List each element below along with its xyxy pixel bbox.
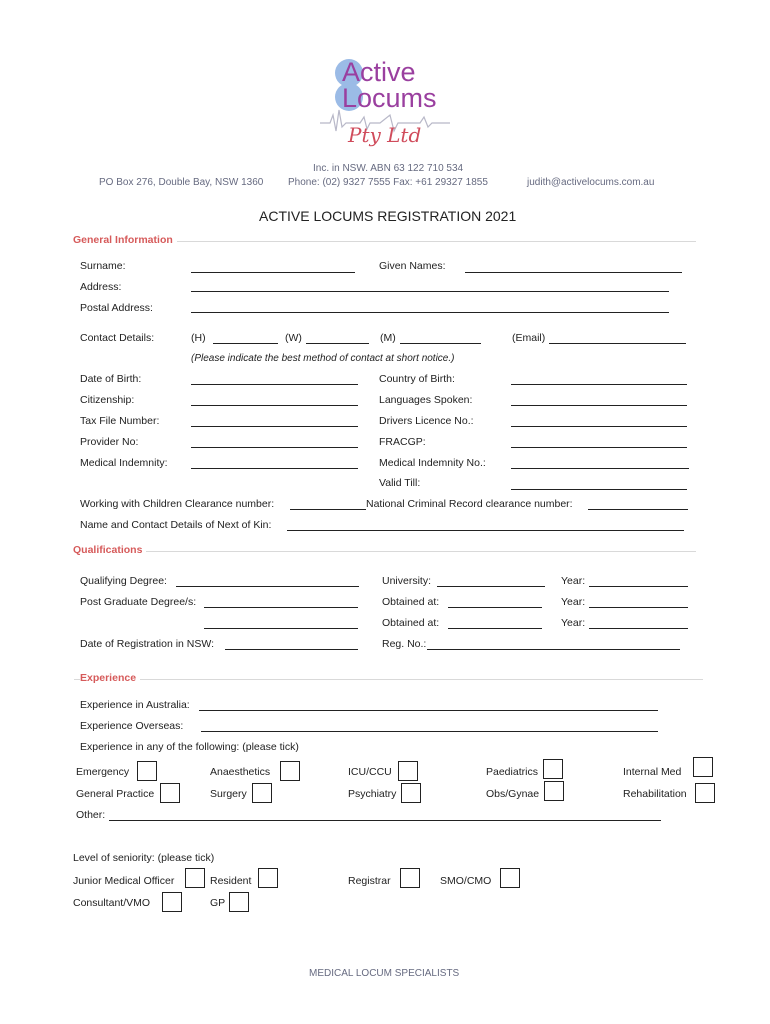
- seniority-gp-label: GP: [210, 897, 226, 909]
- section-experience: Experience: [80, 672, 140, 684]
- option-internal-med-checkbox[interactable]: [693, 757, 713, 777]
- drivers-licence-field[interactable]: [511, 426, 687, 427]
- surname-label: Surname:: [80, 260, 126, 272]
- ncr-label: National Criminal Record clearance number:: [366, 498, 573, 510]
- year-field-2[interactable]: [589, 607, 688, 608]
- medical-indemnity-no-label: Medical Indemnity No.:: [379, 457, 486, 469]
- seniority-jmo-checkbox[interactable]: [185, 868, 205, 888]
- date-reg-nsw-field[interactable]: [225, 649, 358, 650]
- option-general-practice-label: General Practice: [76, 788, 155, 800]
- ncr-field[interactable]: [588, 509, 688, 510]
- footer-tagline: MEDICAL LOCUM SPECIALISTS: [309, 968, 460, 979]
- seniority-smo-cmo-checkbox[interactable]: [500, 868, 520, 888]
- seniority-resident-checkbox[interactable]: [258, 868, 278, 888]
- seniority-gp-checkbox[interactable]: [229, 892, 249, 912]
- medical-indemnity-label: Medical Indemnity:: [80, 457, 168, 469]
- po-box-text: PO Box 276, Double Bay, NSW 1360: [99, 177, 264, 188]
- year-field-1[interactable]: [589, 586, 688, 587]
- provider-no-field[interactable]: [191, 447, 358, 448]
- seniority-registrar-checkbox[interactable]: [400, 868, 420, 888]
- address-field[interactable]: [191, 291, 669, 292]
- next-of-kin-label: Name and Contact Details of Next of Kin:: [80, 519, 272, 531]
- provider-no-label: Provider No:: [80, 436, 139, 448]
- experience-overseas-field[interactable]: [201, 731, 658, 732]
- drivers-licence-label: Drivers Licence No.:: [379, 415, 474, 427]
- option-surgery-label: Surgery: [210, 788, 247, 800]
- year-field-3[interactable]: [589, 628, 688, 629]
- year-label-3: Year:: [561, 617, 586, 629]
- experience-overseas-label: Experience Overseas:: [80, 720, 184, 732]
- obtained-at-label-1: Obtained at:: [382, 596, 440, 608]
- experience-following-label: Experience in any of the following: (please tick): [80, 741, 299, 753]
- section-general-information: General Information: [73, 234, 177, 246]
- medical-indemnity-no-field[interactable]: [511, 468, 689, 469]
- logo-text-active: Active: [342, 57, 416, 87]
- seniority-consultant-label: Consultant/VMO: [73, 897, 151, 909]
- company-logo: [320, 55, 465, 155]
- wwc-label: Working with Children Clearance number:: [80, 498, 275, 510]
- option-icu-checkbox[interactable]: [398, 761, 418, 781]
- valid-till-field[interactable]: [511, 489, 687, 490]
- section-divider: [74, 679, 703, 680]
- seniority-label: Level of seniority: (please tick): [73, 852, 215, 864]
- tfn-label: Tax File Number:: [80, 415, 160, 427]
- given-names-field[interactable]: [465, 272, 682, 273]
- option-anaesthetics-label: Anaesthetics: [210, 766, 271, 778]
- obtained-at-field-2[interactable]: [448, 628, 542, 629]
- dob-label: Date of Birth:: [80, 373, 142, 385]
- contact-note: (Please indicate the best method of contact at short notice.): [191, 353, 455, 364]
- obtained-at-label-2: Obtained at:: [382, 617, 440, 629]
- post-grad-label: Post Graduate Degree/s:: [80, 596, 197, 608]
- option-rehabilitation-checkbox[interactable]: [695, 783, 715, 803]
- page-title: ACTIVE LOCUMS REGISTRATION 2021: [259, 208, 517, 224]
- mobile-label: (M): [380, 332, 396, 344]
- phone-fax-text: Phone: (02) 9327 7555 Fax: +61 29327 1855: [288, 177, 488, 188]
- reg-no-label: Reg. No.:: [382, 638, 427, 650]
- year-label-1: Year:: [561, 575, 586, 587]
- option-internal-med-label: Internal Med: [623, 766, 682, 778]
- email-label: (Email): [512, 332, 546, 344]
- dob-field[interactable]: [191, 384, 358, 385]
- work-phone-label: (W): [285, 332, 302, 344]
- experience-australia-label: Experience in Australia:: [80, 699, 190, 711]
- contact-details-label: Contact Details:: [80, 332, 155, 344]
- fracgp-field[interactable]: [511, 447, 687, 448]
- option-surgery-checkbox[interactable]: [252, 783, 272, 803]
- obtained-at-field-1[interactable]: [448, 607, 542, 608]
- option-rehabilitation-label: Rehabilitation: [623, 788, 687, 800]
- post-grad-field-2[interactable]: [204, 628, 358, 629]
- university-label: University:: [382, 575, 432, 587]
- section-divider: [74, 551, 696, 552]
- logo-text-pty-ltd: Pty Ltd: [348, 123, 422, 147]
- tfn-field[interactable]: [191, 426, 358, 427]
- section-qualifications: Qualifications: [73, 544, 146, 556]
- wwc-field[interactable]: [290, 509, 366, 510]
- incorporation-text: Inc. in NSW. ABN 63 122 710 534: [313, 163, 464, 174]
- surname-field[interactable]: [191, 272, 355, 273]
- university-field[interactable]: [437, 586, 545, 587]
- seniority-smo-cmo-label: SMO/CMO: [440, 875, 492, 887]
- mobile-field[interactable]: [400, 343, 481, 344]
- email-link[interactable]: judith@activelocums.com.au: [527, 177, 655, 188]
- postal-address-label: Postal Address:: [80, 302, 153, 314]
- country-of-birth-field[interactable]: [511, 384, 687, 385]
- option-paediatrics-checkbox[interactable]: [543, 759, 563, 779]
- citizenship-field[interactable]: [191, 405, 358, 406]
- citizenship-label: Citizenship:: [80, 394, 135, 406]
- qualifying-degree-field[interactable]: [176, 586, 359, 587]
- address-label: Address:: [80, 281, 122, 293]
- option-emergency-checkbox[interactable]: [137, 761, 157, 781]
- option-obs-gynae-checkbox[interactable]: [544, 781, 564, 801]
- option-paediatrics-label: Paediatrics: [486, 766, 538, 778]
- next-of-kin-field[interactable]: [287, 530, 684, 531]
- seniority-consultant-checkbox[interactable]: [162, 892, 182, 912]
- languages-label: Languages Spoken:: [379, 394, 473, 406]
- home-phone-field[interactable]: [213, 343, 278, 344]
- other-field[interactable]: [109, 820, 661, 821]
- other-label: Other:: [76, 809, 106, 821]
- date-reg-nsw-label: Date of Registration in NSW:: [80, 638, 215, 650]
- work-phone-field[interactable]: [306, 343, 369, 344]
- option-anaesthetics-checkbox[interactable]: [280, 761, 300, 781]
- experience-australia-field[interactable]: [199, 710, 658, 711]
- option-general-practice-checkbox[interactable]: [160, 783, 180, 803]
- reg-no-field[interactable]: [427, 649, 680, 650]
- option-emergency-label: Emergency: [76, 766, 130, 778]
- seniority-jmo-label: Junior Medical Officer: [73, 875, 175, 887]
- seniority-registrar-label: Registrar: [348, 875, 391, 887]
- seniority-resident-label: Resident: [210, 875, 252, 887]
- home-phone-label: (H): [191, 332, 206, 344]
- email-field[interactable]: [549, 343, 686, 344]
- valid-till-label: Valid Till:: [379, 477, 421, 489]
- logo-text-locums: Locums: [342, 83, 437, 113]
- medical-indemnity-field[interactable]: [191, 468, 358, 469]
- option-psychiatry-label: Psychiatry: [348, 788, 397, 800]
- fracgp-label: FRACGP:: [379, 436, 426, 448]
- qualifying-degree-label: Qualifying Degree:: [80, 575, 167, 587]
- languages-field[interactable]: [511, 405, 687, 406]
- postal-address-field[interactable]: [191, 312, 669, 313]
- option-icu-label: ICU/CCU: [348, 766, 392, 778]
- option-obs-gynae-label: Obs/Gynae: [486, 788, 540, 800]
- option-psychiatry-checkbox[interactable]: [401, 783, 421, 803]
- post-grad-field[interactable]: [204, 607, 358, 608]
- given-names-label: Given Names:: [379, 260, 446, 272]
- country-of-birth-label: Country of Birth:: [379, 373, 455, 385]
- year-label-2: Year:: [561, 596, 586, 608]
